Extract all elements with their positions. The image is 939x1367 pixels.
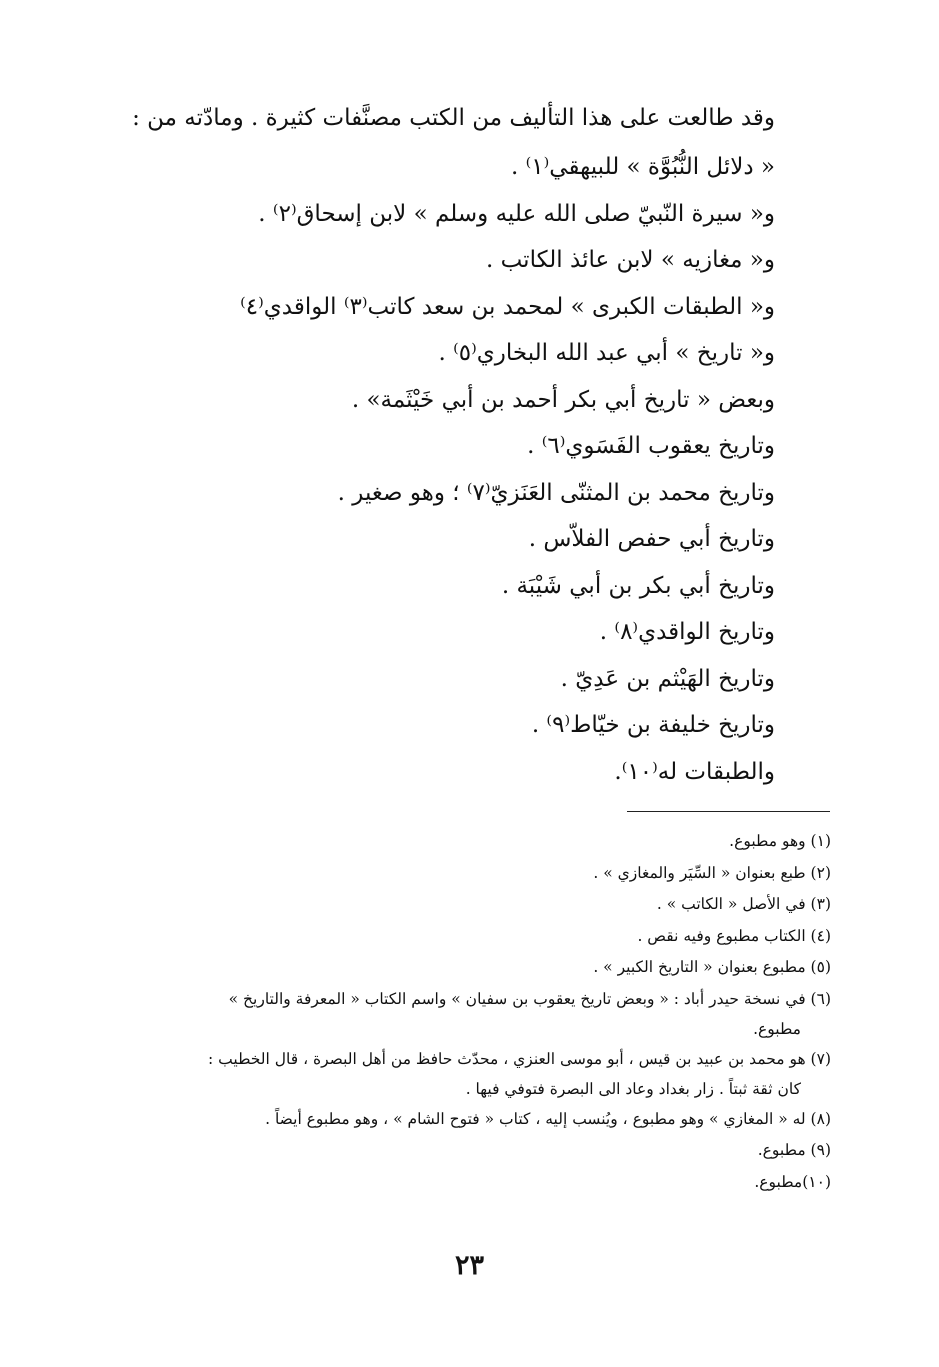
footnote: (٢) طبع بعنوان « السِّيَر والمغازي » .: [593, 863, 831, 882]
source-item: « دلائل النُّبُوَّة » للبيهقي⁽١⁾ .: [511, 154, 775, 180]
footnote: (٣) في الأصل « الكاتب » .: [656, 895, 831, 913]
sources-list: [75, 144, 775, 795]
footnote: (٩) مطبوع.: [757, 1141, 831, 1159]
source-item: وبعض « تاريخ أبي بكر أحمد بن أبي خَيْثَمة» .: [351, 386, 775, 413]
footnote: (٤) الكتاب مطبوع وفيه نقص .: [637, 926, 831, 945]
source-item: و« مغازيه » لابن عائذ الكاتب .: [485, 247, 775, 273]
footnote: (٥) مطبوع بعنوان « التاريخ الكبير » .: [593, 958, 831, 976]
footnote: (١٠)مطبوع.: [754, 1172, 831, 1191]
footnote-line: (٦) في نسخة حيدر أباد : « وبعض تاريخ يعقوب بن سفيان » واسم الكتاب « المعرفة والتاريخ »: [228, 989, 831, 1008]
footnote: [111, 984, 831, 1044]
source-item: وتاريخ يعقوب الفَسَوي⁽٦⁾ .: [527, 433, 775, 459]
intro-paragraph: وقد طالعت على هذا التأليف من الكتب مصنَّفات كثيرة . ومادّته من :: [132, 105, 775, 131]
source-item: وتاريخ أبي بكر بن أبي شَيْبَة .: [501, 572, 775, 599]
footnote-line: مطبوع.: [753, 1019, 801, 1038]
source-item: وتاريخ الهَيْثم بن عَدِيّ .: [560, 665, 775, 692]
page-number: ٢٣: [454, 1250, 484, 1281]
source-item: و« الطبقات الكبرى » لمحمد بن سعد كاتب⁽٣⁾ الواقدي⁽٤⁾: [240, 293, 775, 320]
source-item: وتاريخ محمد بن المثنّى العَنَزيّ⁽٧⁾ ؛ وهو صغير .: [337, 479, 775, 506]
source-item: و« سيرة النّبيّ صلى الله عليه وسلم » لابن إسحاق⁽٢⁾ .: [258, 200, 775, 227]
footnote-divider: [627, 811, 830, 812]
source-item: وتاريخ خليفة بن خيّاط⁽٩⁾ .: [531, 712, 775, 738]
footnote-line: كان ثقة ثبتاً . زار بغداد وعاد الى البصرة فتوفي فيها .: [465, 1079, 801, 1098]
source-item: و« تاريخ » أبي عبد الله البخاري⁽٥⁾ .: [438, 340, 775, 366]
footnote: (٨) له « المغازي » وهو مطبوع ، ويُنسب إليه ، كتاب « فتوح الشام » ، وهو مطبوع أيضاً .: [265, 1109, 831, 1128]
source-item: وتاريخ أبي حفص الفلاّس .: [528, 526, 775, 552]
source-item: وتاريخ الواقدي⁽٨⁾ .: [599, 619, 775, 645]
source-item: والطبقات له⁽١٠⁾.: [614, 758, 775, 785]
footnote: (١) وهو مطبوع.: [729, 832, 831, 850]
footnote-line: (٧) هو محمد بن عبيد بن قيس ، أبو موسى العنزي ، محدّث حافظ من أهل البصرة ، قال الخطيب :: [208, 1049, 831, 1068]
footnote: [111, 1044, 831, 1104]
footnotes-list: [111, 826, 831, 1198]
